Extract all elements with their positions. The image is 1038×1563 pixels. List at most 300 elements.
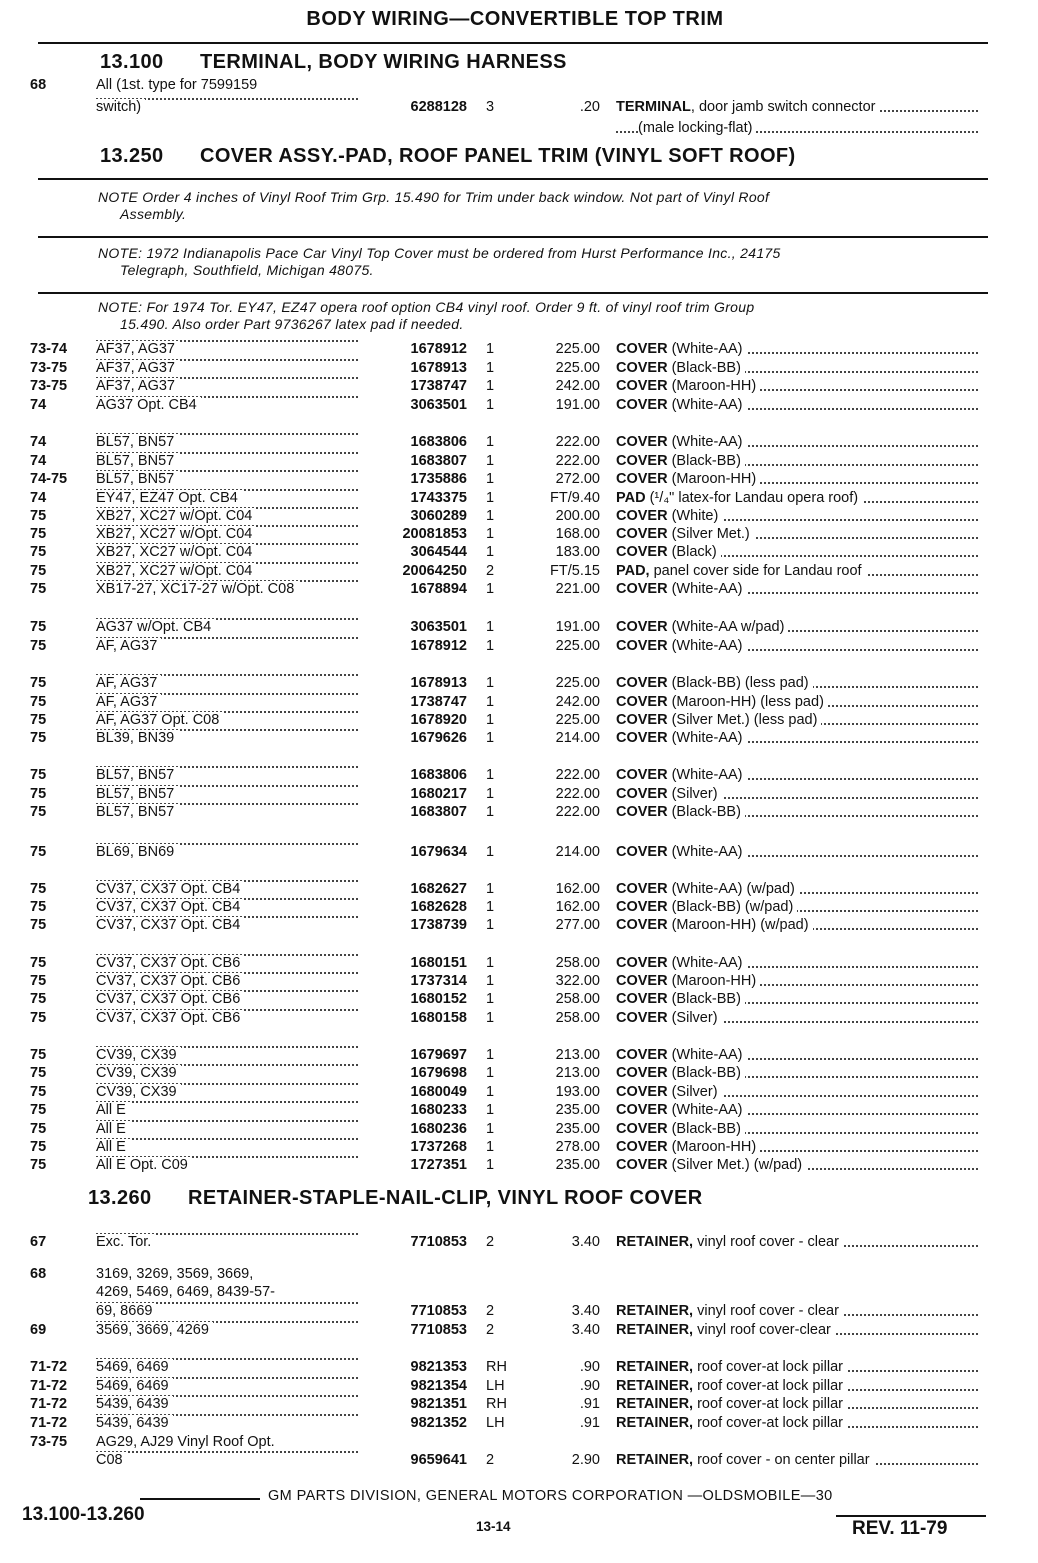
part-number: 3063501 bbox=[410, 397, 467, 413]
part-description: TERMINAL, door jamb switch connector bbox=[616, 98, 986, 116]
part-description: COVER (Silver) bbox=[616, 1009, 986, 1027]
quantity: 1 bbox=[486, 1102, 495, 1118]
price: 225.00 bbox=[555, 675, 600, 691]
part-description: COVER (Maroon-HH) (w/pad) bbox=[616, 916, 986, 934]
section-number: 13.100 bbox=[100, 51, 164, 73]
price: 258.00 bbox=[555, 1010, 600, 1026]
part-description: COVER (White-AA) bbox=[616, 396, 986, 414]
footer-division: GM PARTS DIVISION, GENERAL MOTORS CORPORATION —OLDSMOBILE—30 bbox=[268, 1488, 833, 1504]
model-year: 74 bbox=[30, 397, 47, 413]
price: .90 bbox=[579, 1378, 600, 1394]
table-row bbox=[0, 766, 1038, 784]
table-row bbox=[0, 377, 1038, 395]
part-number: 20064250 bbox=[402, 563, 467, 579]
table-row bbox=[0, 1283, 1038, 1301]
part-number: 1727351 bbox=[410, 1157, 467, 1173]
model-application: CV39, CX39 bbox=[96, 1064, 364, 1082]
table-row bbox=[0, 916, 1038, 934]
model-application: AG29, AJ29 Vinyl Roof Opt. bbox=[96, 1433, 364, 1451]
table-row bbox=[0, 580, 1038, 598]
model-application: BL57, BN57 bbox=[96, 785, 364, 803]
table-row bbox=[0, 507, 1038, 525]
price: 272.00 bbox=[555, 471, 600, 487]
part-number: 3063501 bbox=[410, 619, 467, 635]
model-application: AF37, AG37 bbox=[96, 340, 364, 358]
model-application: 5469, 6469 bbox=[96, 1377, 364, 1395]
model-year: 75 bbox=[30, 955, 47, 971]
price: 168.00 bbox=[555, 526, 600, 542]
part-number: 1682627 bbox=[410, 881, 467, 897]
part-description: COVER (Maroon-HH) (less pad) bbox=[616, 693, 986, 711]
table-row bbox=[0, 470, 1038, 488]
price: .91 bbox=[579, 1415, 600, 1431]
model-application: switch) bbox=[96, 98, 364, 116]
quantity: 1 bbox=[486, 471, 495, 487]
quantity: 1 bbox=[486, 786, 495, 802]
model-year: 75 bbox=[30, 786, 47, 802]
model-application: BL57, BN57 bbox=[96, 803, 364, 821]
quantity: 2 bbox=[486, 1452, 495, 1468]
table-row bbox=[0, 543, 1038, 561]
table-row bbox=[0, 396, 1038, 414]
table-row bbox=[0, 1433, 1038, 1451]
table-row bbox=[0, 674, 1038, 692]
table-row bbox=[0, 693, 1038, 711]
quantity: 1 bbox=[486, 712, 495, 728]
model-year: 71-72 bbox=[30, 1359, 68, 1375]
part-number: 1743375 bbox=[410, 490, 467, 506]
dot-leader bbox=[96, 1120, 358, 1122]
model-year: 71-72 bbox=[30, 1415, 68, 1431]
table-row bbox=[0, 76, 1038, 94]
part-number: 1680236 bbox=[410, 1121, 467, 1137]
model-application: All E Opt. C09 bbox=[96, 1156, 364, 1174]
model-year: 75 bbox=[30, 508, 47, 524]
table-row bbox=[0, 562, 1038, 580]
part-number: 1679626 bbox=[410, 730, 467, 746]
part-description: COVER (White-AA) bbox=[616, 766, 986, 784]
quantity: 1 bbox=[486, 1010, 495, 1026]
model-year: 75 bbox=[30, 619, 47, 635]
part-description: PAD (¹/₄" latex-for Landau opera roof) bbox=[616, 489, 986, 507]
quantity: 2 bbox=[486, 1322, 495, 1338]
part-description: COVER (White-AA) bbox=[616, 1101, 986, 1119]
model-application: CV37, CX37 Opt. CB6 bbox=[96, 954, 364, 972]
quantity: 1 bbox=[486, 453, 495, 469]
model-application: CV37, CX37 Opt. CB6 bbox=[96, 1009, 364, 1027]
table-row bbox=[0, 954, 1038, 972]
part-number: 1678913 bbox=[410, 360, 467, 376]
dot-leader bbox=[96, 1101, 358, 1103]
model-application: All E bbox=[96, 1101, 364, 1119]
note-vinyl-roof-trim: NOTE Order 4 inches of Vinyl Roof Trim Grp. 15.490 for Trim under back window. Not part of Vinyl Roof Assembly. bbox=[98, 189, 770, 222]
table-row bbox=[0, 972, 1038, 990]
part-description: COVER (Black-BB) bbox=[616, 1064, 986, 1082]
model-application: BL57, BN57 bbox=[96, 433, 364, 451]
model-application: BL57, BN57 bbox=[96, 452, 364, 470]
quantity: 1 bbox=[486, 730, 495, 746]
price: 222.00 bbox=[555, 786, 600, 802]
price: 213.00 bbox=[555, 1047, 600, 1063]
price: 258.00 bbox=[555, 955, 600, 971]
price: 225.00 bbox=[555, 360, 600, 376]
model-year: 69 bbox=[30, 1322, 47, 1338]
part-number: 1680049 bbox=[410, 1084, 467, 1100]
table-row bbox=[0, 729, 1038, 747]
part-description: COVER (White-AA) bbox=[616, 1046, 986, 1064]
footer-section-range: 13.100-13.260 bbox=[22, 1504, 145, 1525]
part-number: 1679697 bbox=[410, 1047, 467, 1063]
price: 222.00 bbox=[555, 804, 600, 820]
part-number: 1678894 bbox=[410, 581, 467, 597]
model-application: C08 bbox=[96, 1451, 364, 1469]
table-row bbox=[0, 1395, 1038, 1413]
model-year: 75 bbox=[30, 991, 47, 1007]
part-number: 1678920 bbox=[410, 712, 467, 728]
quantity: 1 bbox=[486, 1157, 495, 1173]
price: 222.00 bbox=[555, 767, 600, 783]
price: 214.00 bbox=[555, 730, 600, 746]
model-year: 75 bbox=[30, 881, 47, 897]
part-description: RETAINER, roof cover-at lock pillar bbox=[616, 1377, 986, 1395]
price: 222.00 bbox=[555, 434, 600, 450]
part-description: COVER (Silver Met.) bbox=[616, 525, 986, 543]
section-number: 13.260 bbox=[88, 1187, 152, 1209]
model-year: 75 bbox=[30, 844, 47, 860]
table-row bbox=[0, 1009, 1038, 1027]
price: 213.00 bbox=[555, 1065, 600, 1081]
model-application: 69, 8669 bbox=[96, 1302, 364, 1320]
price: 162.00 bbox=[555, 899, 600, 915]
part-description: RETAINER, roof cover-at lock pillar bbox=[616, 1358, 986, 1376]
part-description: (male locking-flat) bbox=[616, 119, 986, 142]
model-application: CV39, CX39 bbox=[96, 1083, 364, 1101]
table-row bbox=[0, 525, 1038, 543]
part-description: COVER (White-AA) (w/pad) bbox=[616, 880, 986, 898]
model-application: All (1st. type for 7599159 bbox=[96, 76, 364, 94]
table-row bbox=[0, 637, 1038, 655]
part-description: COVER (Silver Met.) (w/pad) bbox=[616, 1156, 986, 1174]
model-application: AG37 w/Opt. CB4 bbox=[96, 618, 364, 636]
model-application: AG37 Opt. CB4 bbox=[96, 396, 364, 414]
price: 193.00 bbox=[555, 1084, 600, 1100]
price: .91 bbox=[579, 1396, 600, 1412]
table-row bbox=[0, 489, 1038, 507]
price: 235.00 bbox=[555, 1157, 600, 1173]
part-description: RETAINER, vinyl roof cover - clear bbox=[616, 1233, 986, 1251]
part-number: 1679634 bbox=[410, 844, 467, 860]
part-description: COVER (Black) bbox=[616, 543, 986, 561]
part-description: COVER (White-AA) bbox=[616, 954, 986, 972]
table-row bbox=[0, 1083, 1038, 1101]
quantity: 3 bbox=[486, 99, 495, 115]
part-number: 1680233 bbox=[410, 1102, 467, 1118]
model-year: 71-72 bbox=[30, 1396, 68, 1412]
price: 162.00 bbox=[555, 881, 600, 897]
part-description: RETAINER, roof cover-at lock pillar bbox=[616, 1414, 986, 1432]
part-description: COVER (Black-BB) bbox=[616, 359, 986, 377]
model-year: 67 bbox=[30, 1234, 47, 1250]
model-year: 75 bbox=[30, 1139, 47, 1155]
quantity: 1 bbox=[486, 434, 495, 450]
price: 258.00 bbox=[555, 991, 600, 1007]
model-application: CV37, CX37 Opt. CB4 bbox=[96, 880, 364, 898]
table-row bbox=[0, 98, 1038, 116]
model-application: XB27, XC27 w/Opt. C04 bbox=[96, 562, 364, 580]
footer-revision: REV. 11-79 bbox=[852, 1518, 948, 1539]
part-number: 7710853 bbox=[410, 1303, 467, 1319]
model-application: AF, AG37 Opt. C08 bbox=[96, 711, 364, 729]
table-row bbox=[0, 452, 1038, 470]
price: 277.00 bbox=[555, 917, 600, 933]
model-year: 75 bbox=[30, 973, 47, 989]
model-year: 74 bbox=[30, 490, 47, 506]
table-row bbox=[0, 843, 1038, 861]
price: 322.00 bbox=[555, 973, 600, 989]
model-year: 75 bbox=[30, 1084, 47, 1100]
table-row bbox=[0, 1064, 1038, 1082]
note-opera-roof: NOTE: For 1974 Tor. EY47, EZ47 opera roof option CB4 vinyl roof. Order 9 ft. of vinyl roof trim Group 15.490. Also order Part 9736267 latex pad if needed. bbox=[98, 299, 755, 332]
footer-rule-left bbox=[140, 1498, 260, 1500]
section-title: COVER ASSY.-PAD, ROOF PANEL TRIM (VINYL SOFT ROOF) bbox=[200, 145, 796, 167]
part-number: 9821352 bbox=[410, 1415, 467, 1431]
table-row bbox=[0, 898, 1038, 916]
part-number: 1678912 bbox=[410, 638, 467, 654]
model-year: 73-75 bbox=[30, 1434, 68, 1450]
part-description: COVER (Silver Met.) (less pad) bbox=[616, 711, 986, 729]
part-number: 1738747 bbox=[410, 694, 467, 710]
price: 242.00 bbox=[555, 378, 600, 394]
table-row bbox=[0, 1377, 1038, 1395]
model-application bbox=[96, 119, 364, 137]
quantity: 1 bbox=[486, 341, 495, 357]
footer-rule-right bbox=[836, 1515, 986, 1517]
part-number: 20081853 bbox=[402, 526, 467, 542]
price: 222.00 bbox=[555, 453, 600, 469]
part-description: COVER (White-AA) bbox=[616, 729, 986, 747]
table-row bbox=[0, 1120, 1038, 1138]
part-description: COVER (Silver) bbox=[616, 785, 986, 803]
quantity: RH bbox=[486, 1396, 507, 1412]
table-row bbox=[0, 1302, 1038, 1320]
quantity: 1 bbox=[486, 804, 495, 820]
model-year: 75 bbox=[30, 1102, 47, 1118]
price: .90 bbox=[579, 1359, 600, 1375]
part-number: 1680152 bbox=[410, 991, 467, 1007]
quantity: 1 bbox=[486, 1139, 495, 1155]
quantity: 2 bbox=[486, 1234, 495, 1250]
model-year: 75 bbox=[30, 526, 47, 542]
part-number: 1738739 bbox=[410, 917, 467, 933]
model-application: 4269, 5469, 6469, 8439-57- bbox=[96, 1283, 364, 1301]
price: 235.00 bbox=[555, 1121, 600, 1137]
price: 3.40 bbox=[571, 1234, 600, 1250]
part-number: 3060289 bbox=[410, 508, 467, 524]
part-description: RETAINER, vinyl roof cover - clear bbox=[616, 1302, 986, 1320]
quantity: 1 bbox=[486, 581, 495, 597]
model-year: 74 bbox=[30, 453, 47, 469]
quantity: 1 bbox=[486, 844, 495, 860]
model-application: CV37, CX37 Opt. CB6 bbox=[96, 990, 364, 1008]
part-description: PAD, panel cover side for Landau roof bbox=[616, 562, 986, 580]
model-year: 75 bbox=[30, 712, 47, 728]
model-application: AF, AG37 bbox=[96, 637, 364, 655]
part-description: COVER (Maroon-HH) bbox=[616, 377, 986, 395]
quantity: LH bbox=[486, 1415, 505, 1431]
dot-leader bbox=[96, 1451, 358, 1453]
model-year: 75 bbox=[30, 1065, 47, 1081]
quantity: 1 bbox=[486, 360, 495, 376]
model-year: 75 bbox=[30, 1121, 47, 1137]
model-application: XB17-27, XC17-27 w/Opt. C08 bbox=[96, 580, 364, 598]
model-application: CV39, CX39 bbox=[96, 1046, 364, 1064]
model-year: 75 bbox=[30, 1157, 47, 1173]
model-year: 75 bbox=[30, 581, 47, 597]
price: 225.00 bbox=[555, 712, 600, 728]
price: 225.00 bbox=[555, 638, 600, 654]
model-application: 5439, 6439 bbox=[96, 1395, 364, 1413]
quantity: 1 bbox=[486, 899, 495, 915]
table-row bbox=[0, 1321, 1038, 1339]
price: 225.00 bbox=[555, 341, 600, 357]
table-row bbox=[0, 359, 1038, 377]
part-number: 1680151 bbox=[410, 955, 467, 971]
quantity: 1 bbox=[486, 1065, 495, 1081]
section-title: TERMINAL, BODY WIRING HARNESS bbox=[200, 51, 567, 73]
quantity: 1 bbox=[486, 881, 495, 897]
quantity: 1 bbox=[486, 675, 495, 691]
quantity: 1 bbox=[486, 917, 495, 933]
part-description: COVER (Black-BB) (less pad) bbox=[616, 674, 986, 692]
note-pace-car: NOTE: 1972 Indianapolis Pace Car Vinyl Top Cover must be ordered from Hurst Performance Inc., 24175 Telegraph, Southfield, Michigan 48075. bbox=[98, 245, 781, 278]
table-row bbox=[0, 1156, 1038, 1174]
price: 242.00 bbox=[555, 694, 600, 710]
part-number: 1680158 bbox=[410, 1010, 467, 1026]
model-application: BL57, BN57 bbox=[96, 766, 364, 784]
table-row bbox=[0, 618, 1038, 636]
model-application: XB27, XC27 w/Opt. C04 bbox=[96, 543, 364, 561]
quantity: 1 bbox=[486, 508, 495, 524]
table-row bbox=[0, 119, 1038, 137]
part-number: 9821354 bbox=[410, 1378, 467, 1394]
model-year: 68 bbox=[30, 77, 47, 93]
table-row bbox=[0, 990, 1038, 1008]
model-year: 75 bbox=[30, 1047, 47, 1063]
model-application: AF37, AG37 bbox=[96, 377, 364, 395]
quantity: 1 bbox=[486, 1047, 495, 1063]
price: FT/9.40 bbox=[550, 490, 600, 506]
model-application: All E bbox=[96, 1138, 364, 1156]
model-year: 75 bbox=[30, 1010, 47, 1026]
part-description: COVER (White-AA w/pad) bbox=[616, 618, 986, 636]
model-application: XB27, XC27 w/Opt. C04 bbox=[96, 507, 364, 525]
quantity: LH bbox=[486, 1378, 505, 1394]
table-row bbox=[0, 1414, 1038, 1432]
model-application: BL39, BN39 bbox=[96, 729, 364, 747]
table-row bbox=[0, 711, 1038, 729]
model-application: EY47, EZ47 Opt. CB4 bbox=[96, 489, 364, 507]
table-row bbox=[0, 785, 1038, 803]
model-year: 75 bbox=[30, 767, 47, 783]
price: 235.00 bbox=[555, 1102, 600, 1118]
model-year: 73-75 bbox=[30, 378, 68, 394]
part-description: COVER (White-AA) bbox=[616, 433, 986, 451]
quantity: 1 bbox=[486, 694, 495, 710]
part-number: 7710853 bbox=[410, 1322, 467, 1338]
price: 214.00 bbox=[555, 844, 600, 860]
model-application: All E bbox=[96, 1120, 364, 1138]
model-year: 75 bbox=[30, 694, 47, 710]
model-year: 75 bbox=[30, 730, 47, 746]
section-title: RETAINER-STAPLE-NAIL-CLIP, VINYL ROOF COVER bbox=[188, 1187, 703, 1209]
part-number: 1683807 bbox=[410, 804, 467, 820]
model-application: 3169, 3269, 3569, 3669, bbox=[96, 1265, 364, 1283]
model-year: 71-72 bbox=[30, 1378, 68, 1394]
price: 221.00 bbox=[555, 581, 600, 597]
part-description: COVER (Maroon-HH) bbox=[616, 972, 986, 990]
part-description: COVER (White-AA) bbox=[616, 580, 986, 598]
section-number: 13.250 bbox=[100, 145, 164, 167]
model-application: 5439, 6439 bbox=[96, 1414, 364, 1432]
part-number: 1735886 bbox=[410, 471, 467, 487]
table-row bbox=[0, 1451, 1038, 1469]
table-row bbox=[0, 880, 1038, 898]
price: 3.40 bbox=[571, 1322, 600, 1338]
model-application: BL69, BN69 bbox=[96, 843, 364, 861]
price: FT/5.15 bbox=[550, 563, 600, 579]
part-number: 1682628 bbox=[410, 899, 467, 915]
model-year: 74-75 bbox=[30, 471, 68, 487]
model-application: BL57, BN57 bbox=[96, 470, 364, 488]
table-row bbox=[0, 1138, 1038, 1156]
model-year: 75 bbox=[30, 638, 47, 654]
model-year: 75 bbox=[30, 563, 47, 579]
part-number: 3064544 bbox=[410, 544, 467, 560]
part-description: COVER (White-AA) bbox=[616, 637, 986, 655]
price: 191.00 bbox=[555, 397, 600, 413]
model-application: 3569, 3669, 4269 bbox=[96, 1321, 364, 1339]
model-year: 73-74 bbox=[30, 341, 68, 357]
table-row bbox=[0, 1233, 1038, 1251]
model-application: AF, AG37 bbox=[96, 693, 364, 711]
model-application: CV37, CX37 Opt. CB6 bbox=[96, 972, 364, 990]
quantity: 1 bbox=[486, 1084, 495, 1100]
price: 200.00 bbox=[555, 508, 600, 524]
part-description: COVER (Black-BB) bbox=[616, 803, 986, 821]
quantity: 1 bbox=[486, 955, 495, 971]
model-year: 75 bbox=[30, 544, 47, 560]
price: 183.00 bbox=[555, 544, 600, 560]
part-number: 6288128 bbox=[410, 99, 467, 115]
part-description: COVER (Maroon-HH) bbox=[616, 470, 986, 488]
part-description: COVER (White) bbox=[616, 507, 986, 525]
part-number: 9821351 bbox=[410, 1396, 467, 1412]
quantity: 1 bbox=[486, 526, 495, 542]
part-number: 1683806 bbox=[410, 434, 467, 450]
quantity: RH bbox=[486, 1359, 507, 1375]
model-application: AF37, AG37 bbox=[96, 359, 364, 377]
part-number: 1679698 bbox=[410, 1065, 467, 1081]
model-year: 75 bbox=[30, 917, 47, 933]
table-row bbox=[0, 1046, 1038, 1064]
table-row bbox=[0, 803, 1038, 821]
part-description: COVER (White-AA) bbox=[616, 843, 986, 861]
quantity: 1 bbox=[486, 973, 495, 989]
table-row bbox=[0, 1265, 1038, 1283]
model-year: 75 bbox=[30, 804, 47, 820]
part-description: RETAINER, roof cover - on center pillar bbox=[616, 1451, 986, 1469]
price: 278.00 bbox=[555, 1139, 600, 1155]
